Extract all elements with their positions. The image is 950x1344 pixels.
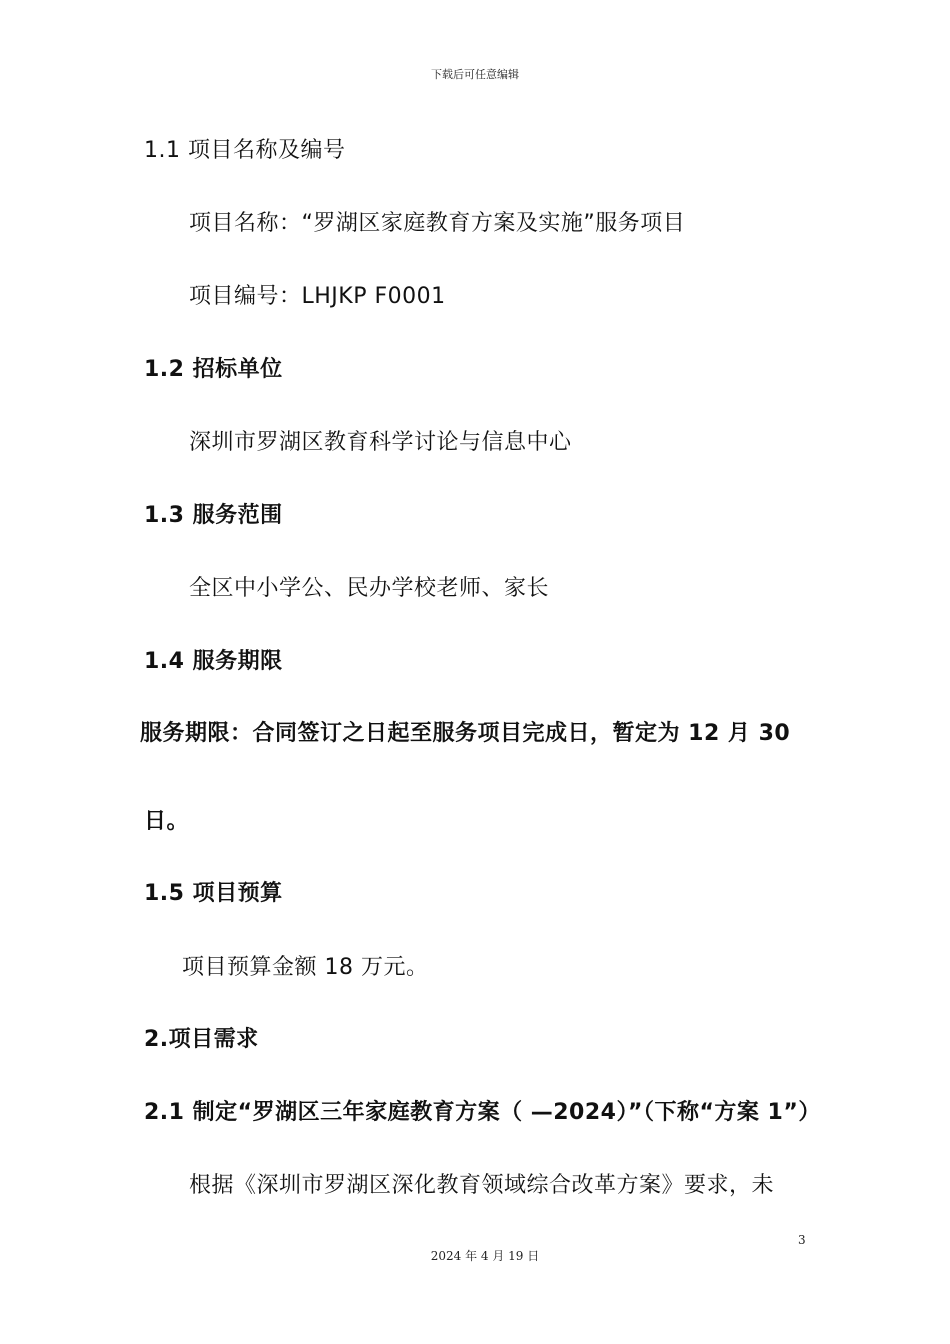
section-heading-2: 2.项目需求 (144, 1027, 259, 1052)
section-heading-1-4: 1.4 服务期限 (144, 649, 283, 674)
service-period-text-line-1: 服务期限：合同签订之日起至服务项目完成日，暂定为 12 月 30 (140, 721, 791, 746)
tender-unit-text: 深圳市罗湖区教育科学讨论与信息中心 (189, 430, 572, 455)
paragraph-2-1: 根据《深圳市罗湖区深化教育领域综合改革方案》要求，未 (189, 1173, 775, 1198)
page-footer-date: 2024 年 4 月 19 日 (430, 1249, 540, 1263)
section-heading-1-5: 1.5 项目预算 (144, 881, 283, 906)
service-period-text-line-2: 日。 (144, 809, 190, 834)
section-heading-1-3: 1.3 服务范围 (144, 503, 283, 528)
section-heading-2-1: 2.1 制定“罗湖区三年家庭教育方案（ —2024）”（下称“方案 1”） (144, 1100, 821, 1125)
budget-text: 项目预算金额 18 万元。 (182, 955, 429, 980)
section-heading-1-2: 1.2 招标单位 (144, 357, 283, 382)
project-number-text: 项目编号：LHJKP F0001 (189, 284, 446, 309)
project-name-text: 项目名称：“罗湖区家庭教育方案及实施”服务项目 (189, 211, 686, 236)
page-number: 3 (798, 1233, 806, 1247)
section-heading-1-1: 1.1 项目名称及编号 (144, 138, 346, 163)
service-scope-text: 全区中小学公、民办学校老师、家长 (189, 576, 550, 601)
page-header-note: 下载后可任意编辑 (431, 68, 519, 81)
